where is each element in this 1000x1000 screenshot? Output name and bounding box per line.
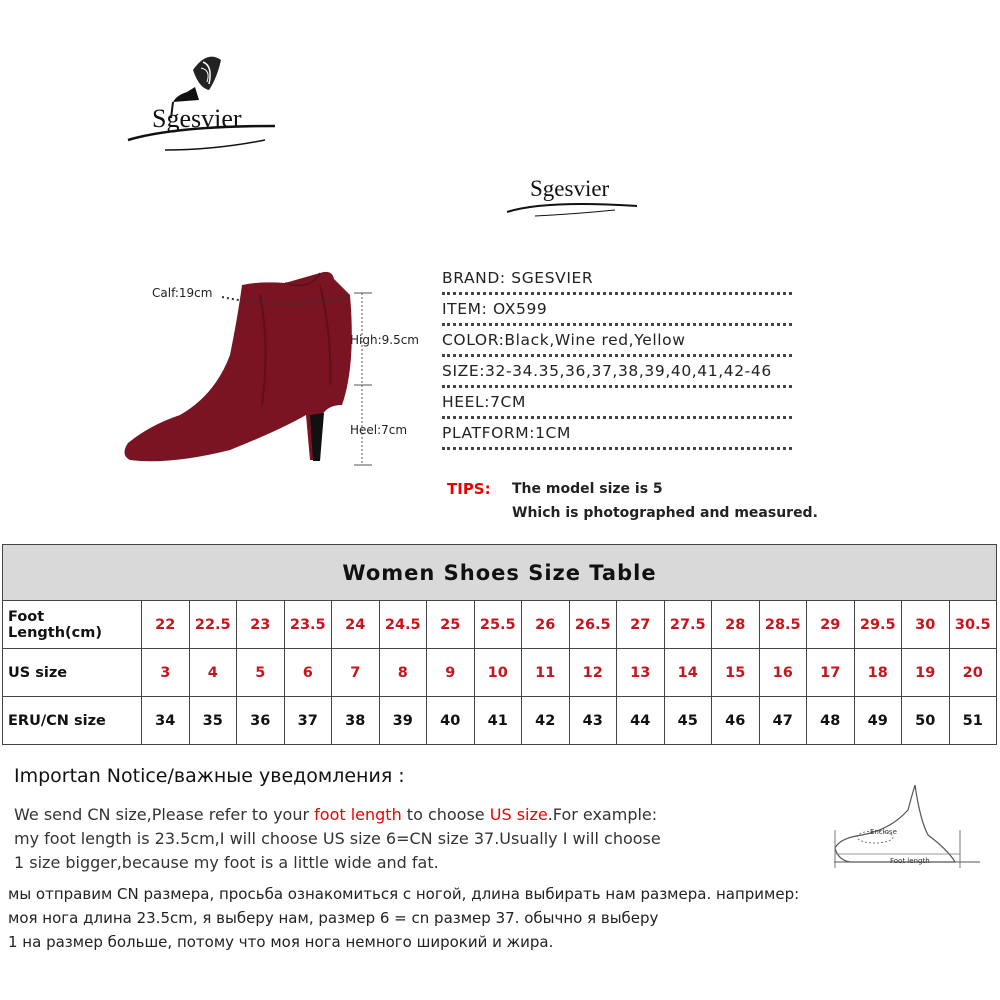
tips-label: TIPS: — [447, 480, 491, 498]
size-cell: 30.5 — [949, 601, 997, 649]
size-cell: 43 — [569, 697, 617, 745]
size-cell: 35 — [189, 697, 237, 745]
size-cell: 28.5 — [759, 601, 807, 649]
size-cell: 15 — [712, 649, 760, 697]
size-cell: 28 — [712, 601, 760, 649]
size-cell: 25 — [427, 601, 475, 649]
size-cell: 40 — [427, 697, 475, 745]
spec-color: COLOR:Black,Wine red,Yellow — [442, 328, 792, 357]
spec-platform: PLATFORM:1CM — [442, 421, 792, 450]
size-cell: 48 — [807, 697, 855, 745]
brand-logo-main — [125, 40, 285, 160]
size-row-header: US size — [3, 649, 142, 697]
size-cell: 3 — [142, 649, 190, 697]
size-cell: 13 — [617, 649, 665, 697]
size-cell: 16 — [759, 649, 807, 697]
notice-en-line-2: my foot length is 23.5cm,I will choose US size 6=CN size 37.Usually I will choose — [14, 829, 661, 848]
size-cell: 38 — [332, 697, 380, 745]
size-cell: 50 — [902, 697, 950, 745]
size-cell: 51 — [949, 697, 997, 745]
tips-line-1: The model size is 5 — [512, 481, 663, 497]
notice-en-line-1: We send CN size,Please refer to your foot length to choose US size.For example: — [14, 805, 658, 824]
notice-ru-line-3: 1 на размер больше, потому что моя нога немного широкий и жира. — [8, 933, 554, 951]
size-cell: 30 — [902, 601, 950, 649]
size-cell: 27.5 — [664, 601, 712, 649]
spec-item: ITEM: OX599 — [442, 297, 792, 326]
size-row-header: ERU/CN size — [3, 697, 142, 745]
size-cell: 36 — [237, 697, 285, 745]
size-cell: 29.5 — [854, 601, 902, 649]
size-cell: 25.5 — [474, 601, 522, 649]
size-cell: 11 — [522, 649, 570, 697]
size-cell: 39 — [379, 697, 427, 745]
notice-en-line-3: 1 size bigger,because my foot is a little wide and fat. — [14, 853, 439, 872]
notice-ru-line-2: моя нога длина 23.5cm, я выберу нам, размер 6 = cn размер 37. обычно я выберу — [8, 909, 659, 927]
size-cell: 37 — [284, 697, 332, 745]
size-table-row — [3, 649, 997, 697]
size-cell: 17 — [807, 649, 855, 697]
size-row-header: Foot Length(cm) — [3, 601, 142, 649]
size-cell: 9 — [427, 649, 475, 697]
size-cell: 24.5 — [379, 601, 427, 649]
heel-measure-label: Heel:7cm — [350, 423, 408, 437]
size-cell: 44 — [617, 697, 665, 745]
size-cell: 34 — [142, 697, 190, 745]
foot-length-label: Foot length — [890, 857, 930, 865]
spec-size: SIZE:32-34.35,36,37,38,39,40,41,42-46 — [442, 359, 792, 388]
size-cell: 10 — [474, 649, 522, 697]
size-cell: 14 — [664, 649, 712, 697]
size-cell: 20 — [949, 649, 997, 697]
butterfly-heel-icon — [125, 40, 285, 160]
spec-heel: HEEL:7CM — [442, 390, 792, 419]
size-cell: 49 — [854, 697, 902, 745]
tips-line-2: Which is photographed and measured. — [512, 505, 818, 521]
size-cell: 24 — [332, 601, 380, 649]
size-cell: 12 — [569, 649, 617, 697]
size-cell: 23.5 — [284, 601, 332, 649]
spec-brand: BRAND: SGESVIER — [442, 266, 792, 295]
size-cell: 23 — [237, 601, 285, 649]
notice-ru-line-1: мы отправим CN размера, просьба ознакомиться с ногой, длина выбирать нам размера. например: — [8, 885, 800, 903]
calf-measure-label: Calf:19cm — [152, 286, 213, 300]
size-cell: 29 — [807, 601, 855, 649]
size-cell: 22 — [142, 601, 190, 649]
size-cell: 8 — [379, 649, 427, 697]
size-cell: 45 — [664, 697, 712, 745]
size-cell: 18 — [854, 649, 902, 697]
brand-logo-text: Sgesvier — [152, 104, 242, 133]
size-cell: 4 — [189, 649, 237, 697]
size-cell: 46 — [712, 697, 760, 745]
size-cell: 26.5 — [569, 601, 617, 649]
size-cell: 19 — [902, 649, 950, 697]
size-table-title: Women Shoes Size Table — [3, 545, 997, 601]
high-measure-label: High:9.5cm — [350, 333, 419, 347]
foot-enclose-label: Enclose — [870, 828, 897, 836]
size-cell: 41 — [474, 697, 522, 745]
brand-logo-text-secondary: Sgesvier — [530, 176, 610, 201]
size-cell: 5 — [237, 649, 285, 697]
size-cell: 27 — [617, 601, 665, 649]
logo-swoosh-icon — [505, 196, 640, 218]
size-cell: 22.5 — [189, 601, 237, 649]
size-cell: 47 — [759, 697, 807, 745]
size-table-row — [3, 697, 997, 745]
notice-title: Importan Notice/важные уведомления : — [14, 765, 405, 787]
size-table-row — [3, 601, 997, 649]
size-cell: 26 — [522, 601, 570, 649]
size-cell: 42 — [522, 697, 570, 745]
size-table — [2, 544, 997, 745]
size-cell: 7 — [332, 649, 380, 697]
size-cell: 6 — [284, 649, 332, 697]
